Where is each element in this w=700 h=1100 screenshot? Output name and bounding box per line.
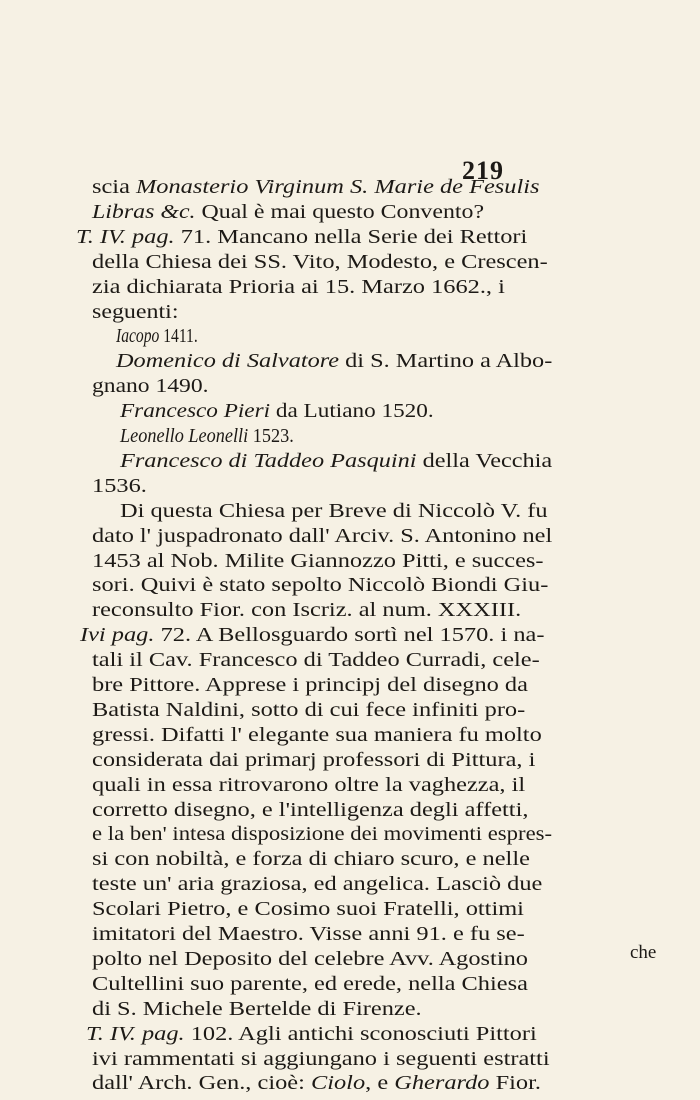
text-segment: Scolari Pietro, e Cosimo suoi Fratelli, ottimi	[92, 899, 524, 921]
text-line	[92, 574, 548, 598]
text-segment: quali in essa ritrovarono oltre la vaghezza, il	[92, 774, 526, 796]
text-segment: sori. Quivi è stato sepolto Niccolò Biondi Giu-	[92, 575, 549, 597]
text-segment: 1536.	[92, 475, 147, 497]
text-line	[86, 1023, 537, 1047]
catchword: che	[630, 942, 657, 963]
italic-text: Ciolo	[310, 1073, 366, 1095]
page-number: 219	[462, 156, 504, 185]
text-line	[92, 948, 528, 972]
text-segment: ivi rammentati si aggiungano i seguenti estratti	[92, 1048, 550, 1070]
text-segment: di S. Martino a Albo-	[339, 351, 553, 373]
text-segment: zia dichiarata Prioria ai 15. Marzo 1662., i	[92, 276, 505, 298]
text-segment: 71. Mancano nella Serie dei Rettori	[174, 226, 528, 248]
text-segment: 1523.	[248, 426, 294, 447]
text-segment: 102. Agli antichi sconosciuti Pittori	[184, 1023, 537, 1045]
text-line	[92, 599, 521, 623]
text-line	[92, 749, 535, 773]
italic-text: Domenico di Salvatore	[116, 351, 340, 373]
text-segment: 1453 al Nob. Milite Giannozzo Pitti, e succes-	[92, 550, 544, 572]
text-segment: si con nobiltà, e forza di chiaro scuro, e nelle	[92, 849, 530, 871]
text-segment: gnano 1490.	[92, 376, 209, 398]
text-segment: dall' Arch. Gen., cioè:	[92, 1073, 311, 1095]
text-line	[120, 425, 294, 449]
text-line	[92, 873, 542, 897]
text-line	[92, 973, 528, 997]
text-segment: seguenti:	[92, 301, 179, 323]
text-line	[92, 724, 542, 748]
text-segment: 72. A Bellosguardo sortì nel 1570. i na-	[154, 625, 545, 647]
text-line	[120, 450, 552, 474]
text-segment: Qual è mai questo Convento?	[195, 201, 485, 223]
text-line	[92, 475, 147, 499]
text-line	[120, 500, 548, 524]
italic-text: T. IV. pag.	[76, 226, 175, 248]
text-segment: da Lutiano 1520.	[270, 401, 434, 423]
text-line	[92, 898, 524, 922]
italic-text: Ivi pag.	[80, 625, 155, 647]
text-segment: corretto disegno, e l'intelligenza degli affetti,	[92, 799, 529, 821]
text-line	[92, 848, 530, 872]
text-segment: polto nel Deposito del celebre Avv. Agostino	[92, 948, 528, 970]
text-segment: imitatori del Maestro. Visse anni 91. e fu se-	[92, 924, 525, 945]
text-line	[92, 923, 525, 947]
text-segment: 1411.	[159, 326, 198, 348]
text-segment: teste un' aria graziosa, ed angelica. Lasciò due	[92, 874, 543, 896]
text-segment: Cultellini suo parente, ed erede, nella Chiesa	[92, 973, 528, 995]
text-segment: considerata dai primarj professori di Pittura, i	[92, 749, 536, 771]
text-line	[92, 998, 422, 1022]
text-line	[116, 350, 552, 374]
text-line	[92, 251, 548, 275]
text-segment: Batista Naldini, sotto di cui fece infiniti pro-	[92, 699, 526, 721]
italic-text: Francesco Pieri	[120, 401, 271, 423]
italic-text: Francesco di Taddeo Pasquini	[120, 450, 417, 472]
text-segment: della Chiesa dei SS. Vito, Modesto, e Crescen-	[92, 251, 548, 273]
text-line	[92, 201, 484, 225]
text-line	[92, 525, 552, 549]
text-line	[92, 649, 540, 673]
italic-text: Monasterio Virginum S. Marie de Fesulis	[136, 177, 540, 198]
text-segment: scia	[92, 177, 137, 198]
text-segment: tali il Cav. Francesco di Taddeo Curradi, cele-	[92, 650, 540, 672]
text-segment: gressi. Difatti l' elegante sua maniera fu molto	[92, 724, 542, 746]
text-line	[92, 301, 178, 325]
italic-text: Libras &c.	[92, 201, 196, 223]
text-line	[92, 1048, 550, 1072]
text-segment: , e	[365, 1073, 395, 1095]
text-segment: dato l' juspadronato dall' Arciv. S. Antonino nel	[92, 525, 553, 547]
text-line	[92, 176, 540, 200]
text-segment: bre Pittore. Apprese i principj del disegno da	[92, 675, 528, 696]
italic-text: Iacopo	[116, 326, 160, 348]
text-line	[92, 375, 208, 399]
text-line	[116, 325, 198, 349]
italic-text: Gherardo	[394, 1073, 490, 1095]
text-line	[80, 624, 544, 648]
text-segment: di S. Michele Bertelde di Firenze.	[92, 998, 422, 1020]
text-line	[76, 226, 527, 250]
text-line	[92, 674, 528, 698]
text-line	[92, 774, 525, 798]
text-segment: Di questa Chiesa per Breve di Niccolò V. fu	[120, 500, 548, 522]
italic-text: T. IV. pag.	[86, 1023, 185, 1045]
text-segment: reconsulto Fior. con Iscriz. al num. XXXIII.	[92, 600, 522, 622]
text-line	[92, 823, 552, 847]
text-segment: e la ben' intesa disposizione dei movimenti espres-	[92, 824, 553, 846]
text-segment: Fior.	[489, 1073, 541, 1095]
text-line	[92, 550, 544, 574]
text-line	[120, 400, 434, 424]
text-line	[92, 799, 528, 823]
text-line	[92, 699, 525, 723]
text-line	[92, 276, 505, 300]
text-segment: della Vecchia	[416, 450, 553, 472]
italic-text: Leonello Leonelli	[120, 426, 249, 447]
text-line	[92, 1072, 541, 1096]
